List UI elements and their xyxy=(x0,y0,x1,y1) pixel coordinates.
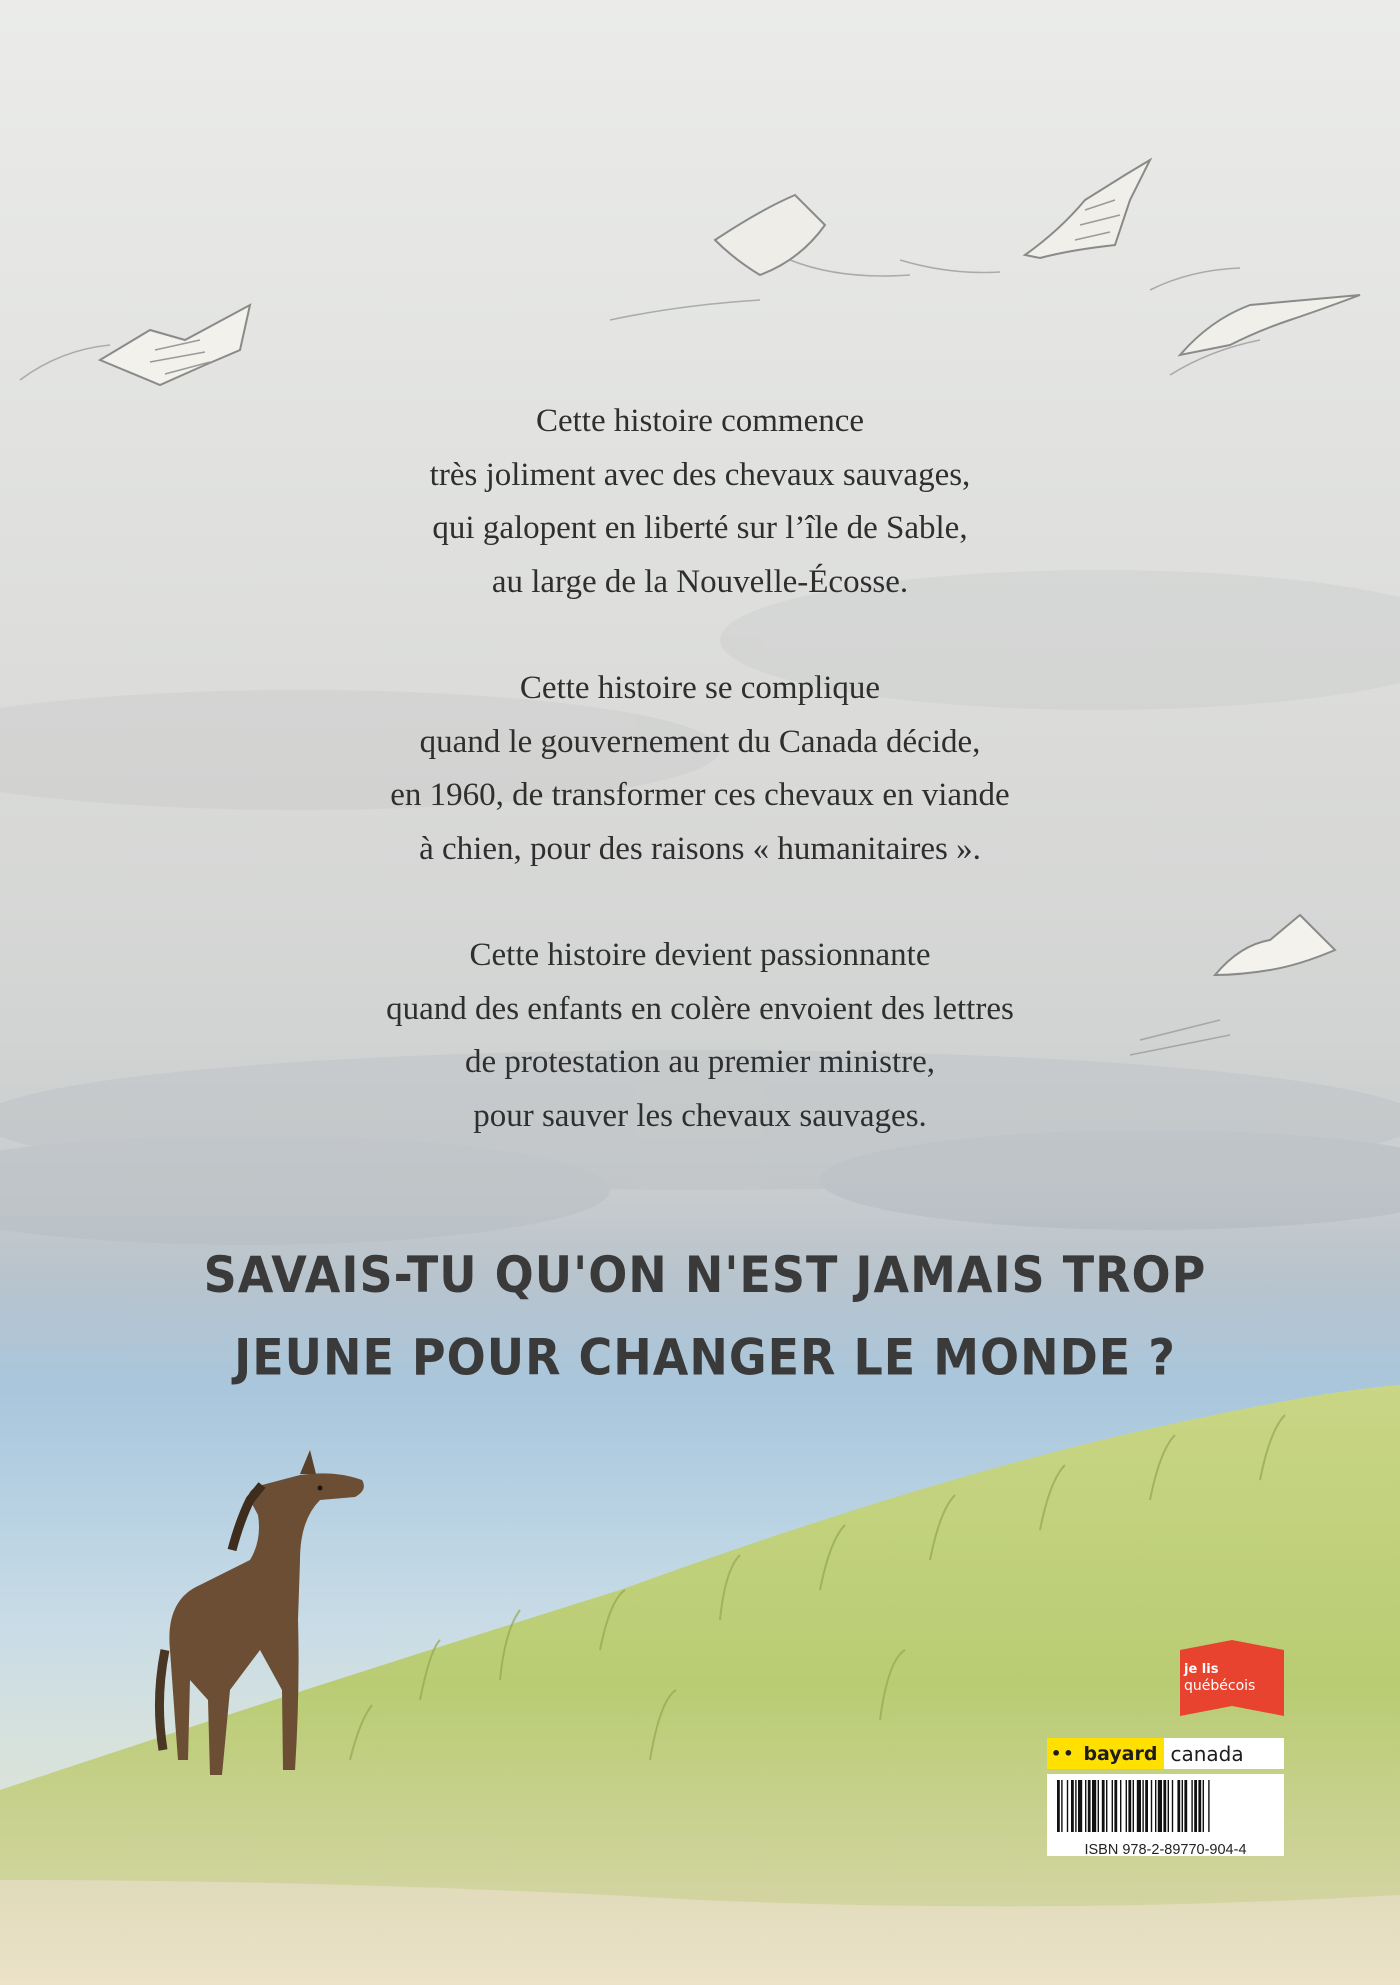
blurb-paragraph-2 xyxy=(200,662,1200,876)
text-line: Cette histoire commence xyxy=(535,403,865,439)
barcode-bar xyxy=(1158,1780,1162,1832)
text-line: en 1960, de transformer ces chevaux en viande xyxy=(390,777,1010,813)
barcode-bar xyxy=(1112,1780,1113,1832)
barcode-bar xyxy=(1085,1780,1086,1832)
text-line: quand le gouvernement du Canada décide, xyxy=(419,723,981,760)
text-line: très joliment avec des chevaux sauvages, xyxy=(429,456,971,493)
barcode-bar xyxy=(1057,1780,1060,1832)
text-line: Cette histoire devient passionnante xyxy=(469,937,931,973)
barcode-bar xyxy=(1126,1780,1127,1832)
barcode-bar xyxy=(1184,1780,1187,1832)
publisher-region-block xyxy=(1164,1738,1243,1769)
barcode-bar xyxy=(1155,1780,1156,1832)
text-line: pour sauver les chevaux sauvages. xyxy=(473,1097,927,1134)
flying-letter-3 xyxy=(1025,160,1150,258)
barcode-bar xyxy=(1208,1780,1209,1832)
blurb-paragraph-1 xyxy=(200,395,1200,609)
barcode-bar xyxy=(1163,1780,1166,1832)
barcode-bar xyxy=(1145,1780,1148,1832)
text-line: au large de la Nouvelle-Écosse. xyxy=(491,563,909,600)
barcode-bar xyxy=(1172,1780,1173,1832)
barcode-bar xyxy=(1168,1780,1169,1832)
flying-letter-4 xyxy=(1180,295,1360,355)
barcode-bars xyxy=(1053,1780,1278,1832)
blurb-text xyxy=(200,395,1200,1196)
barcode-bar xyxy=(1114,1780,1117,1832)
barcode-bar xyxy=(1092,1780,1096,1832)
text-line: qui galopent en liberté sur l’île de Sable, xyxy=(432,510,968,546)
barcode-bar xyxy=(1106,1780,1107,1832)
publisher-region: canada xyxy=(1170,1741,1244,1766)
publisher-brand: bayard xyxy=(1083,1742,1158,1765)
barcode-bar xyxy=(1133,1780,1134,1832)
barcode-bar xyxy=(1120,1780,1121,1832)
barcode-bar xyxy=(1078,1780,1082,1832)
barcode-bar xyxy=(1142,1780,1143,1832)
barcode-bar xyxy=(1075,1780,1076,1832)
badge-line-2: québécois xyxy=(1184,1678,1256,1694)
slogan-heading xyxy=(180,1234,1230,1398)
eyes-icon: •• xyxy=(1051,1744,1076,1763)
barcode-bar xyxy=(1177,1780,1180,1832)
barcode-bar xyxy=(1088,1780,1091,1832)
text-line: quand des enfants en colère envoient des lettres xyxy=(386,990,1014,1027)
isbn-number: ISBN 978-2-89770-904-4 xyxy=(1084,1842,1247,1858)
barcode-bar xyxy=(1102,1780,1105,1832)
barcode-bar xyxy=(1128,1780,1131,1832)
barcode-bar xyxy=(1203,1780,1204,1832)
barcode-bar xyxy=(1151,1780,1152,1832)
badge-text xyxy=(1184,1662,1255,1694)
badge-line-1: je lis xyxy=(1184,1662,1219,1677)
barcode-bar xyxy=(1182,1780,1183,1832)
blurb-paragraph-3 xyxy=(200,929,1200,1143)
text-line: à chien, pour des raisons « humanitaires ». xyxy=(419,830,981,867)
barcode-bar xyxy=(1098,1780,1099,1832)
publisher-brand-block xyxy=(1047,1738,1164,1769)
text-line: Cette histoire se complique xyxy=(519,670,881,706)
flying-letter-2 xyxy=(715,195,825,275)
slogan-line-2: JEUNE POUR CHANGER LE MONDE ? xyxy=(234,1327,1176,1387)
publisher-logo xyxy=(1047,1738,1284,1769)
text-line: de protestation au premier ministre, xyxy=(464,1044,936,1080)
barcode-bar xyxy=(1194,1780,1197,1832)
flying-letter-1 xyxy=(100,305,250,385)
barcode-bar xyxy=(1071,1780,1074,1832)
barcode-bar xyxy=(1067,1780,1068,1832)
flying-letter-5 xyxy=(1215,915,1335,975)
slogan-line-1: SAVAIS-TU QU'ON N'EST JAMAIS TROP xyxy=(203,1245,1207,1305)
barcode-bar xyxy=(1061,1780,1062,1832)
barcode-bar xyxy=(1191,1780,1192,1832)
barcode-bar xyxy=(1137,1780,1141,1832)
barcode-bar xyxy=(1198,1780,1201,1832)
